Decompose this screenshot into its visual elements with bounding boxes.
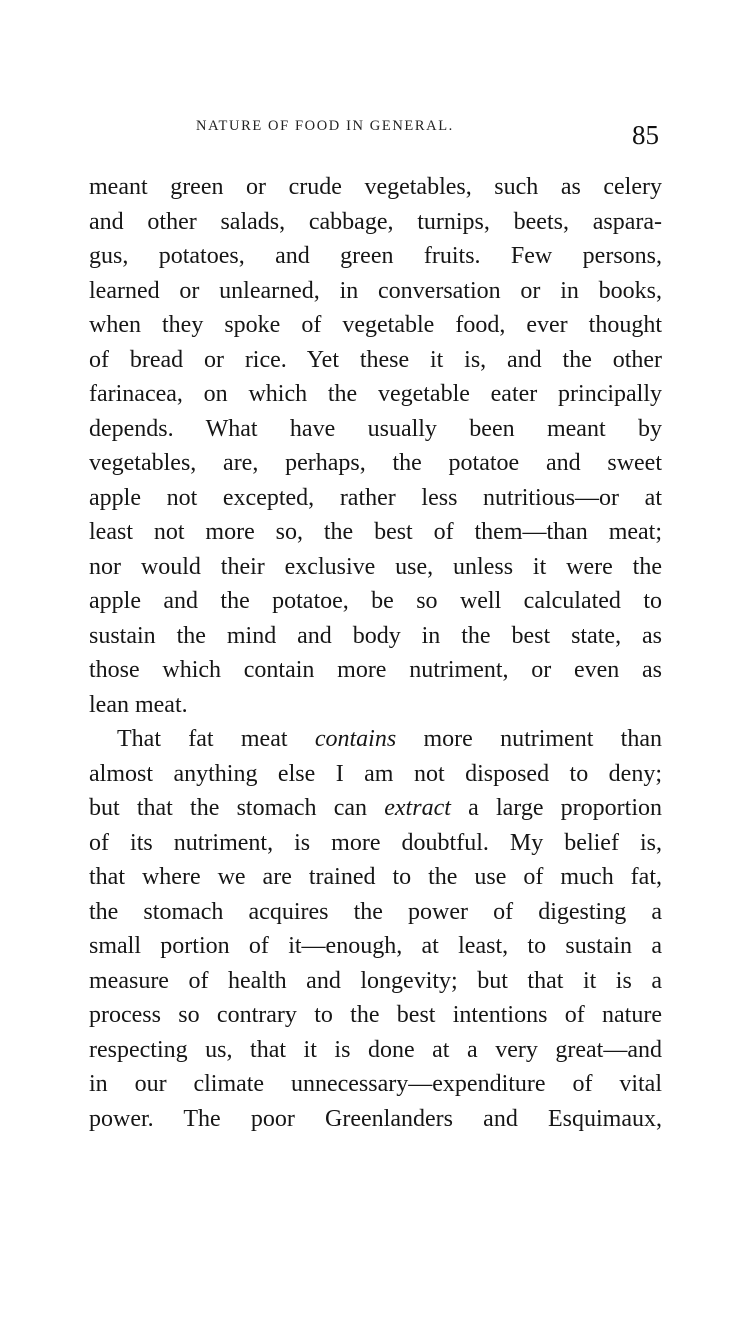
- text-line: almost anything else I am not disposed to deny;: [89, 760, 662, 787]
- text-line: apple not excepted, rather less nutritious—or at: [89, 484, 662, 511]
- text-line: lean meat.: [89, 691, 188, 718]
- text-line: [89, 722, 662, 757]
- text-run: a large proportion: [450, 795, 662, 821]
- italic-word: extract: [384, 795, 451, 821]
- text-line: when they spoke of vegetable food, ever thought: [89, 312, 662, 338]
- body-text: [89, 170, 662, 1136]
- text-line: depends. What have usually been meant by: [89, 415, 662, 442]
- text-line: least not more so, the best of them—than meat;: [89, 519, 662, 545]
- text-run: but that the stomach can: [89, 795, 385, 821]
- text-line: [89, 791, 662, 826]
- text-line: measure of health and longevity; but that it is a: [89, 967, 662, 994]
- text-run: more nutriment than: [396, 726, 662, 752]
- text-line: process so contrary to the best intentions of nature: [89, 1002, 662, 1028]
- paragraph-2: [89, 722, 662, 1136]
- text-line: of its nutriment, is more doubtful. My belief is,: [89, 829, 662, 856]
- text-line: power. The poor Greenlanders and Esquimaux,: [89, 1105, 662, 1132]
- paragraph-1: [89, 170, 662, 722]
- text-line: sustain the mind and body in the best state, as: [89, 622, 662, 649]
- text-line: those which contain more nutriment, or even as: [89, 657, 662, 683]
- text-line: farinacea, on which the vegetable eater principally: [89, 381, 662, 407]
- text-line: small portion of it—enough, at least, to sustain a: [89, 933, 662, 959]
- text-line: nor would their exclusive use, unless it were the: [89, 553, 662, 580]
- text-line: respecting us, that it is done at a very great—and: [89, 1036, 662, 1063]
- text-line: that where we are trained to the use of much fat,: [89, 864, 662, 890]
- text-line: vegetables, are, perhaps, the potatoe and sweet: [89, 450, 662, 476]
- text-line: the stomach acquires the power of digesting a: [89, 898, 662, 925]
- italic-word: contains: [314, 726, 397, 752]
- text-line: and other salads, cabbage, turnips, beets, aspara-: [89, 208, 662, 235]
- page-number: 85: [632, 120, 659, 150]
- text-run: That fat meat: [117, 726, 315, 752]
- text-line: apple and the potatoe, be so well calculated to: [89, 588, 662, 614]
- text-line: meant green or crude vegetables, such as celery: [89, 174, 662, 200]
- text-line: learned or unlearned, in conversation or in books,: [89, 277, 662, 304]
- text-line: of bread or rice. Yet these it is, and the other: [89, 346, 662, 373]
- running-head: NATURE OF FOOD IN GENERAL.: [196, 118, 454, 134]
- text-line: in our climate unnecessary—expenditure of vital: [89, 1071, 662, 1097]
- text-line: gus, potatoes, and green fruits. Few persons,: [89, 243, 662, 269]
